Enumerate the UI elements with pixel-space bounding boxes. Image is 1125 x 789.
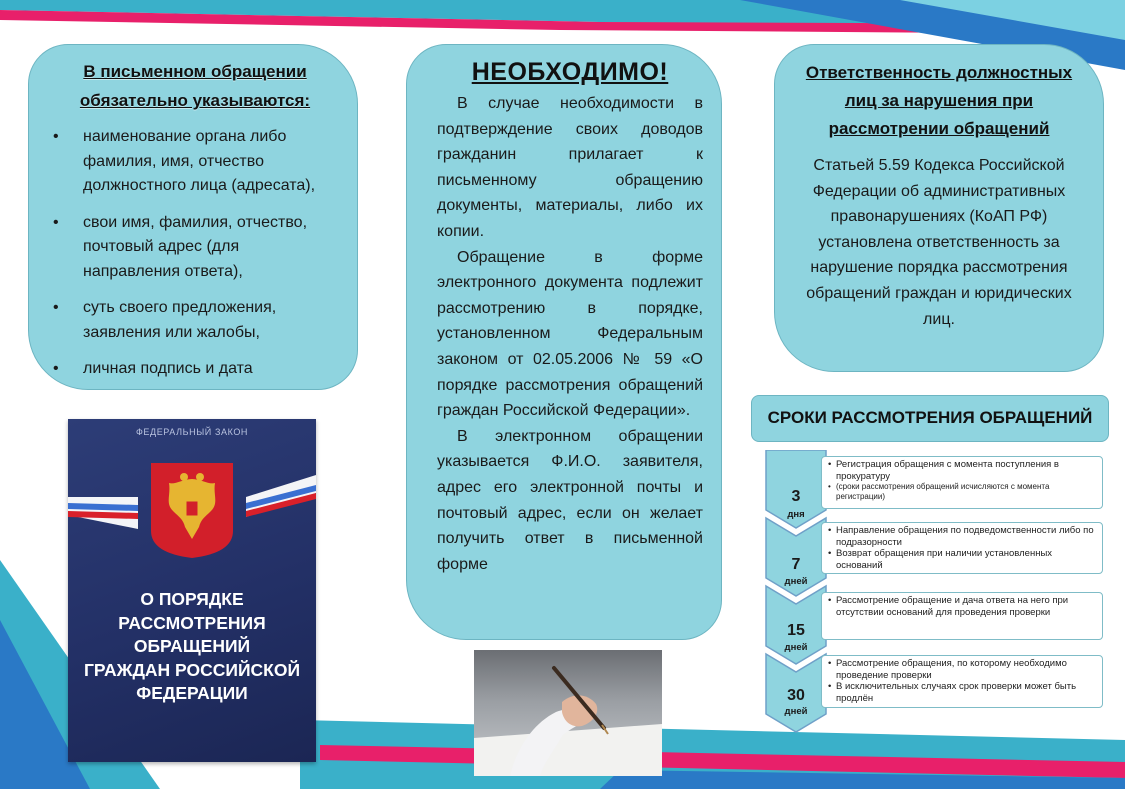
deadline-description (821, 655, 1103, 708)
writing-hand-icon (474, 650, 662, 776)
deadline-unit: дня (787, 509, 805, 520)
deadline-number: 30 (787, 687, 805, 704)
necessary-paragraph: В случае необходимости в подтверждение своих доводов гражданин прилагает к письменному обращению документы, материалы, либо их копии. (437, 95, 703, 240)
book-title: О ПОРЯДКЕ РАССМОТРЕНИЯ ОБРАЩЕНИЙ ГРАЖДАН РОССИЙСКОЙ ФЕДЕРАЦИИ (83, 589, 301, 703)
coat-of-arms-icon (149, 461, 235, 559)
list-item: • свои имя, фамилия, отчество, почтовый адрес (для направления ответа), (51, 211, 339, 285)
necessary-paragraph: В электронном обращении указывается Ф.И.О. заявителя, адрес его электронной почты и почтовый адрес, если он желает получить ответ в письменной форме (437, 427, 703, 573)
list-item: • Регистрация обращения с момента поступления в прокуратуру (826, 459, 1098, 482)
list-item: • Рассмотрение обращение и дача ответа на него при отсутствии оснований для проведения проверки (826, 595, 1098, 618)
list-item: • суть своего предложения, заявления или жалобы, (51, 296, 339, 345)
deadline-description (821, 456, 1103, 509)
required-info-list (51, 125, 339, 382)
list-item: • (сроки рассмотрения обращений исчисляются с момента регистрации) (826, 482, 1098, 502)
deadline-unit: дней (784, 706, 808, 717)
deadline-unit: дней (784, 642, 808, 653)
necessary-title: НЕОБХОДИМО! (471, 58, 669, 86)
necessary-panel (406, 44, 722, 640)
list-item: • личная подпись и дата (51, 357, 339, 382)
responsibility-title: Ответственность должностных лиц за нарушения при рассмотрении обращений (805, 63, 1073, 138)
required-info-panel (28, 44, 358, 390)
book-law-label: ФЕДЕРАЛЬНЫЙ ЗАКОН (135, 427, 249, 437)
required-info-title: В письменном обращении обязательно указываются: (79, 62, 311, 110)
necessary-paragraph: Обращение в форме электронного документа подлежит рассмотрению в порядке, установленном Федеральным законом от 02.05.2006 № 59 «О порядке рассмотрения обращений граждан Российской Федерации». (437, 248, 703, 420)
list-item: • Направление обращения по подведомственности либо по подразорности (826, 525, 1098, 548)
deadline-number: 15 (787, 622, 805, 639)
list-item: • В исключительных случаях срок проверки может быть продлён (826, 681, 1098, 704)
deadline-description (821, 522, 1103, 574)
deadline-number: 7 (791, 556, 801, 573)
list-item: • Возврат обращения при наличии установленных оснований (826, 548, 1098, 571)
deadlines-title: СРОКИ РАССМОТРЕНИЯ ОБРАЩЕНИЙ (751, 395, 1109, 442)
responsibility-panel (774, 44, 1104, 372)
deadline-number: 3 (791, 488, 801, 505)
deadline-description (821, 592, 1103, 640)
law-book-cover (68, 419, 316, 762)
writing-hand-photo (474, 650, 662, 776)
list-item: • наименование органа либо фамилия, имя, отчество должностного лица (адресата), (51, 125, 339, 199)
list-item: • Рассмотрение обращения, по которому необходимо проведение проверки (826, 658, 1098, 681)
deadline-unit: дней (784, 576, 808, 587)
responsibility-text: Статьей 5.59 Кодекса Российской Федерации об административных правонарушениях (КоАП РФ) установлена ответственность за нарушение порядка рассмотрения обращений граждан и юридических лиц. (806, 157, 1072, 328)
